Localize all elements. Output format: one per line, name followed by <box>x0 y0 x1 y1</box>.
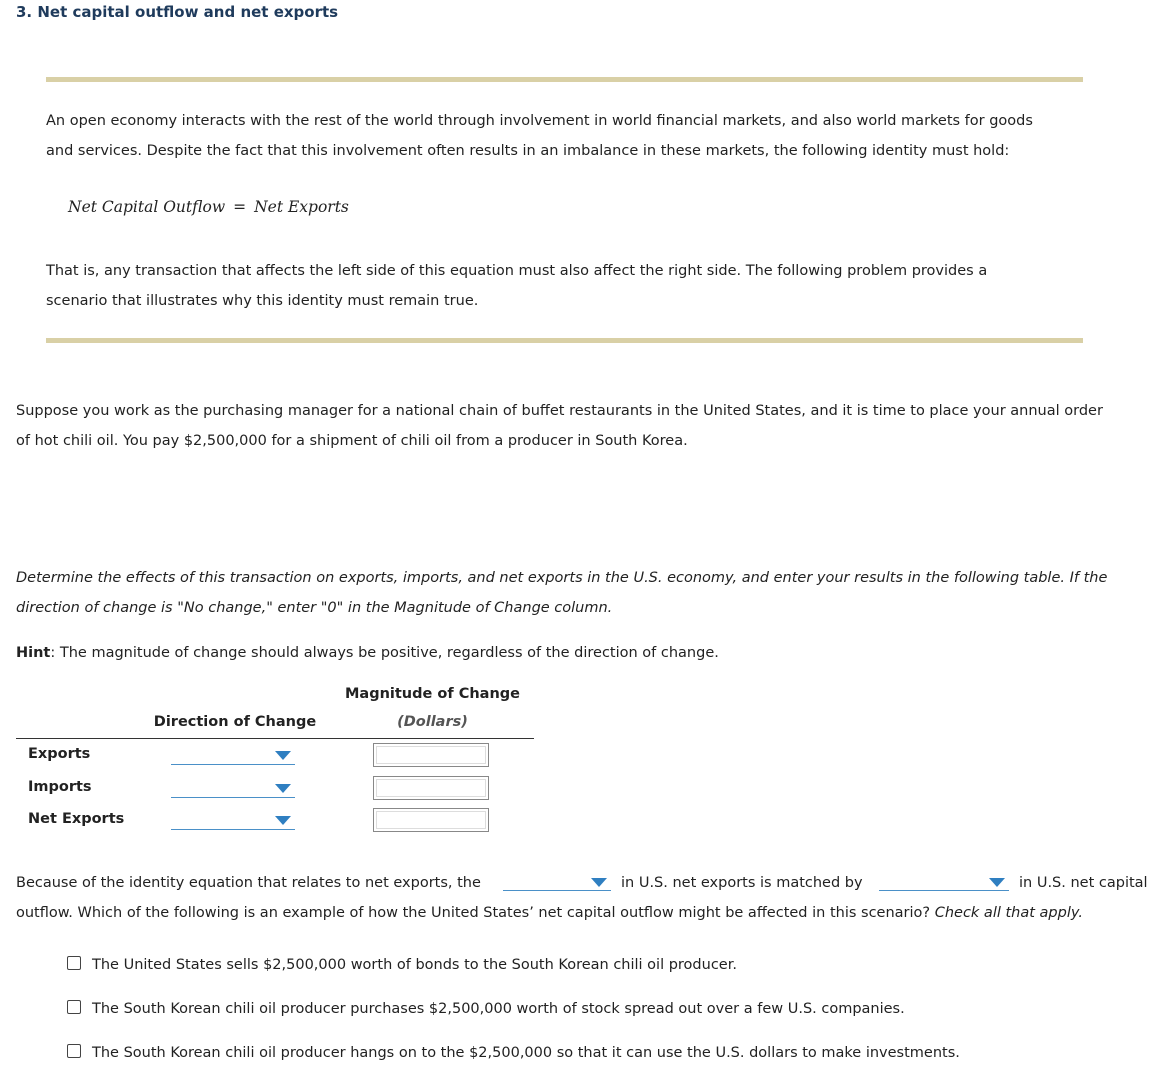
identity-equation <box>68 198 349 216</box>
row-label-exports: Exports <box>28 746 91 762</box>
imports-magnitude-input[interactable] <box>373 776 489 800</box>
hint-text: : The magnitude of change should always be positive, regardless of the direction of change. <box>50 645 719 661</box>
exports-magnitude-input[interactable] <box>373 743 489 767</box>
imports-direction-dropdown[interactable] <box>171 781 295 799</box>
intro-line-1: An open economy interacts with the rest of the world through involvement in world financial markets, and also world markets for goods <box>46 113 1033 129</box>
equation-left: Net Capital Outflow <box>68 198 226 216</box>
col-header-magnitude: Magnitude of Change <box>344 686 520 702</box>
scenario-line-1: Suppose you work as the purchasing manager for a national chain of buffet restaurants in the United States, and it is time to place your annual order <box>16 403 1103 419</box>
followup-part-3: in U.S. net capital <box>1019 875 1148 891</box>
dropdown-arrow-icon <box>591 878 607 887</box>
followup-part-2: in U.S. net exports is matched by <box>621 875 863 891</box>
hint <box>16 638 719 668</box>
instructions-line-1: Determine the effects of this transaction on exports, imports, and net exports in the U.S. economy, and enter your results in the following table. If the <box>16 570 1108 586</box>
net-exports-magnitude-input[interactable] <box>373 808 489 832</box>
dropdown-underline <box>503 890 611 891</box>
equation-operator: = <box>233 198 247 216</box>
dropdown-arrow-icon <box>275 816 291 825</box>
intro-line-4: scenario that illustrates why this identity must remain true. <box>46 293 479 309</box>
page-title: 3. Net capital outflow and net exports <box>16 3 339 21</box>
hint-label: Hint <box>16 645 51 661</box>
followup-instruction: Check all that apply. <box>934 905 1083 921</box>
change-type-dropdown-2[interactable] <box>879 874 1009 892</box>
exports-direction-dropdown[interactable] <box>171 748 295 766</box>
dropdown-underline <box>171 829 295 830</box>
dropdown-underline <box>171 764 295 765</box>
top-divider <box>46 77 1083 82</box>
followup-part-1: Because of the identity equation that relates to net exports, the <box>16 875 481 891</box>
option-3-checkbox[interactable] <box>67 1044 81 1058</box>
option-3-label[interactable]: The South Korean chili oil producer hangs on to the $2,500,000 so that it can use the U.S. dollars to make investments. <box>92 1045 960 1061</box>
row-label-net-exports: Net Exports <box>28 811 125 827</box>
dropdown-arrow-icon <box>275 784 291 793</box>
table-header-rule <box>16 738 534 739</box>
intro-line-2: and services. Despite the fact that this involvement often results in an imbalance in these markets, the following identity must hold: <box>46 143 1010 159</box>
option-2-checkbox[interactable] <box>67 1000 81 1014</box>
dropdown-arrow-icon <box>989 878 1005 887</box>
intro-line-3: That is, any transaction that affects the left side of this equation must also affect the right side. The following problem provides a <box>46 263 988 279</box>
instructions-line-2: direction of change is "No change," enter "0" in the Magnitude of Change column. <box>16 600 613 616</box>
equation-right: Net Exports <box>254 198 349 216</box>
option-1-checkbox[interactable] <box>67 956 81 970</box>
row-label-imports: Imports <box>28 779 92 795</box>
followup-question: outflow. Which of the following is an example of how the United States’ net capital outflow might be affected in this scenario? <box>16 905 931 921</box>
bottom-divider <box>46 338 1083 343</box>
option-2-label[interactable]: The South Korean chili oil producer purchases $2,500,000 worth of stock spread out over a few U.S. companies. <box>92 1001 905 1017</box>
option-1-label[interactable]: The United States sells $2,500,000 worth of bonds to the South Korean chili oil producer. <box>92 957 737 973</box>
col-header-direction: Direction of Change <box>153 714 317 730</box>
net-exports-direction-dropdown[interactable] <box>171 813 295 831</box>
followup-line-2 <box>16 898 1083 928</box>
dropdown-underline <box>879 890 1009 891</box>
scenario-line-2: of hot chili oil. You pay $2,500,000 for a shipment of chili oil from a producer in South Korea. <box>16 433 688 449</box>
change-type-dropdown-1[interactable] <box>503 874 611 892</box>
col-header-magnitude-unit: (Dollars) <box>397 714 468 730</box>
dropdown-underline <box>171 797 295 798</box>
dropdown-arrow-icon <box>275 751 291 760</box>
